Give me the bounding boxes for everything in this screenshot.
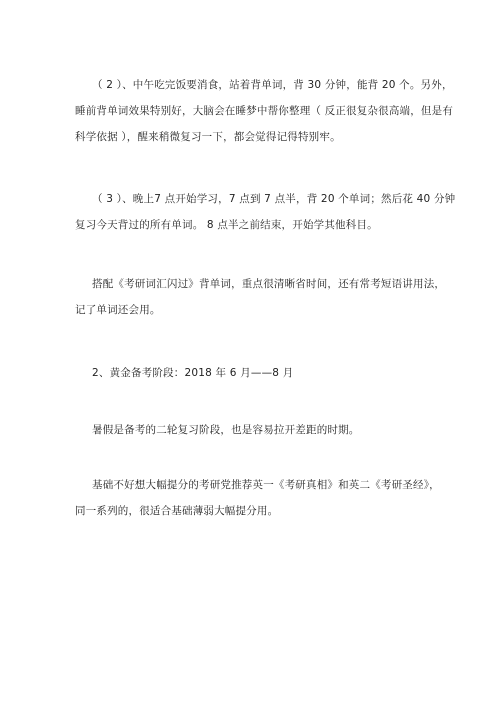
text-line: 记了单词还会用。 bbox=[75, 304, 161, 316]
text-line: 复习今天背过的所有单词。 8 点半之前结束，开始学其他科目。 bbox=[75, 219, 378, 231]
paragraph-vocab-book bbox=[75, 271, 446, 323]
text-line: 基础不好想大幅提分的考研党推荐英一《考研真相》和英二《考研圣经》， bbox=[92, 479, 440, 491]
text-line: 同一系列的，很适合基础薄弱大幅提分用。 bbox=[75, 505, 279, 517]
paragraph-summer-review bbox=[75, 417, 435, 443]
text-line: （ 2 ）、中午吃完饭要消食，站着背单词，背 30 分钟，能背 20 个。另外， bbox=[92, 79, 453, 91]
paragraph-recommendation bbox=[75, 472, 440, 524]
text-line: （ 3 ）、晚上7 点开始学习，7 点到 7 点半，背 20 个单词；然后花 40 分钟 bbox=[92, 193, 456, 205]
text-line: 搭配《考研词汇闪过》背单词，重点很清晰省时间，还有常考短语讲用法， bbox=[92, 278, 446, 290]
paragraph-noon-study bbox=[75, 72, 454, 150]
text-line: 2、黄金备考阶段：2018 年 6 月——8 月 bbox=[92, 367, 294, 379]
text-line: 睡前背单词效果特别好，大脑会在睡梦中帮你整理（ 反正很复杂很高端，但是有 bbox=[75, 105, 454, 117]
text-line: 暑假是备考的二轮复习阶段，也是容易拉开差距的时期。 bbox=[92, 424, 360, 436]
paragraph-evening-study bbox=[75, 186, 456, 238]
section-heading-golden-stage bbox=[75, 360, 435, 386]
text-line: 科学依据 ），醒来稍微复习一下，都会觉得记得特别牢。 bbox=[75, 131, 341, 143]
